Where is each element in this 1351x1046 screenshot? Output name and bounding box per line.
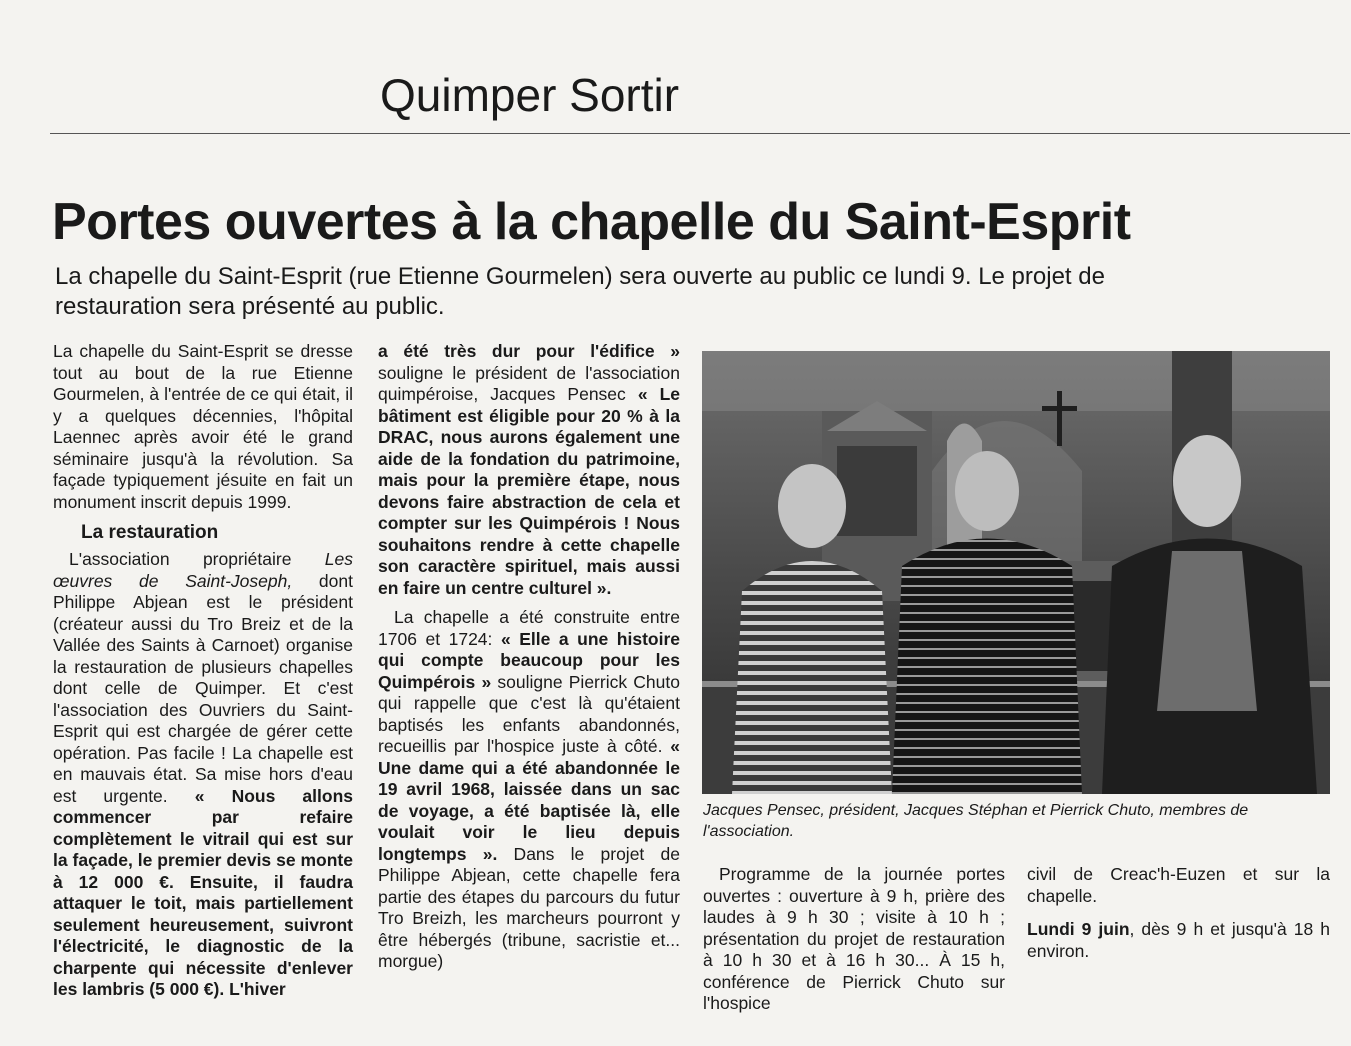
- photo-caption: Jacques Pensec, président, Jacques Stéphan et Pierrick Chuto, membres de l'association.: [703, 802, 1249, 840]
- article-column-2: [378, 341, 680, 973]
- paragraph-programme-cont: civil de Creac'h-Euzen et sur la chapelle.: [1027, 864, 1330, 906]
- text-run-bold: « Une dame qui a été abandonnée le 19 avril 1968, laissée dans un sac de voyage, a été baptisée là, elle voulait voir le lieu depuis longtemps ».: [378, 736, 680, 864]
- paragraph-history: [378, 607, 680, 973]
- paragraph-programme: Programme de la journée portes ouvertes : ouverture à 9 h, prière des laudes à 9 h 30 ; visite à 10 h ; présentation du projet de restauration à 10 h 30 et à 16 h 30... À 15 h, conférence de Pierrick Chuto sur l'hospice: [703, 864, 1005, 1013]
- chapel-photo-illustration: [702, 351, 1330, 794]
- text-run: La chapelle a été construite entre 1706 et 1724:: [378, 607, 680, 649]
- article-photo: [702, 351, 1330, 794]
- paragraph-president-quote: [378, 341, 680, 599]
- text-run-bold: a été très dur pour l'édifice »: [378, 341, 680, 361]
- text-run-bold: Lundi 9 juin: [1027, 919, 1130, 939]
- text-run-italic: Les œuvres de Saint-Joseph,: [53, 549, 353, 591]
- paragraph-restauration: [53, 549, 353, 1001]
- text-run: dont Philippe Abjean est le président (créateur aussi du Tro Breiz et de la Vallée des Saints à Carnoet) organise la restauration de plusieurs chapelles dont celle de Quimper. Et c'est l'association des Ouvriers du Saint-Esprit qui est chargée de gérer cette opération. Pas facile ! La chapelle est en mauvais état. Sa mise hors d'eau est urgente.: [53, 570, 353, 806]
- text-run: Dans le projet de Philippe Abjean, cette chapelle fera partie des étapes du parcours du futur Tro Breizh, les marcheurs pourront y être hébergés (tribune, sacristie et... morgue): [378, 843, 680, 971]
- text-run-bold: « Le bâtiment est éligible pour 20 % à la DRAC, nous aurons également une aide de la fondation du patrimoine, mais pour la première étape, nous devons faire abstraction de cela et compter sur les Quimpérois ! Nous souhaitons rendre à cette chapelle son caractère spirituel, mais aussi en faire un centre culturel ».: [378, 384, 680, 598]
- article-headline: Portes ouvertes à la chapelle du Saint-Esprit: [52, 193, 1131, 251]
- article-column-3: [703, 864, 1005, 1015]
- paragraph-intro: La chapelle du Saint-Esprit se dresse tout au bout de la rue Etienne Gourmelen, à l'entrée de ce qui était, il y a quelques décennies, l'hôpital Laennec après avoir été le grand séminaire jusqu'à la révolution. Sa façade typiquement jésuite en fait un monument inscrit depuis 1999.: [53, 341, 353, 512]
- subhead-restauration: La restauration: [81, 522, 219, 543]
- article-column-4: [1027, 864, 1330, 962]
- paragraph-date: [1027, 919, 1330, 962]
- section-title: Quimper Sortir: [380, 69, 680, 121]
- text-run: , dès 9 h et jusqu'à 18 h environ.: [1027, 919, 1331, 961]
- article-lede: La chapelle du Saint-Esprit (rue Etienne Gourmelen) sera ouverte au public ce lundi 9. Le projet de restauration sera présenté au public.: [55, 263, 1105, 320]
- text-run: souligne le président de l'association quimpéroise, Jacques Pensec: [378, 362, 680, 404]
- section-divider: [50, 133, 1350, 134]
- text-run: souligne Pierrick Chuto qui rappelle que c'est là qu'étaient baptisés les enfants abandonnés, recueillis par l'hospice juste à côté.: [378, 671, 680, 756]
- text-run-bold: « Nous allons commencer par refaire complètement le vitrail qui est sur la façade, le premier devis se monte à 12 000 €. Ensuite, il faudra attaquer le toit, mais partiellement seulement heureusement, suivront l'électricité, le diagnostic de la charpente qui nécessite d'enlever les lambris (5 000 €). L'hiver: [53, 785, 353, 999]
- article-column-1: [53, 341, 353, 1001]
- text-run: L'association propriétaire: [69, 549, 325, 569]
- text-run-bold: « Elle a une histoire qui compte beaucoup pour les Quimpérois »: [378, 628, 680, 692]
